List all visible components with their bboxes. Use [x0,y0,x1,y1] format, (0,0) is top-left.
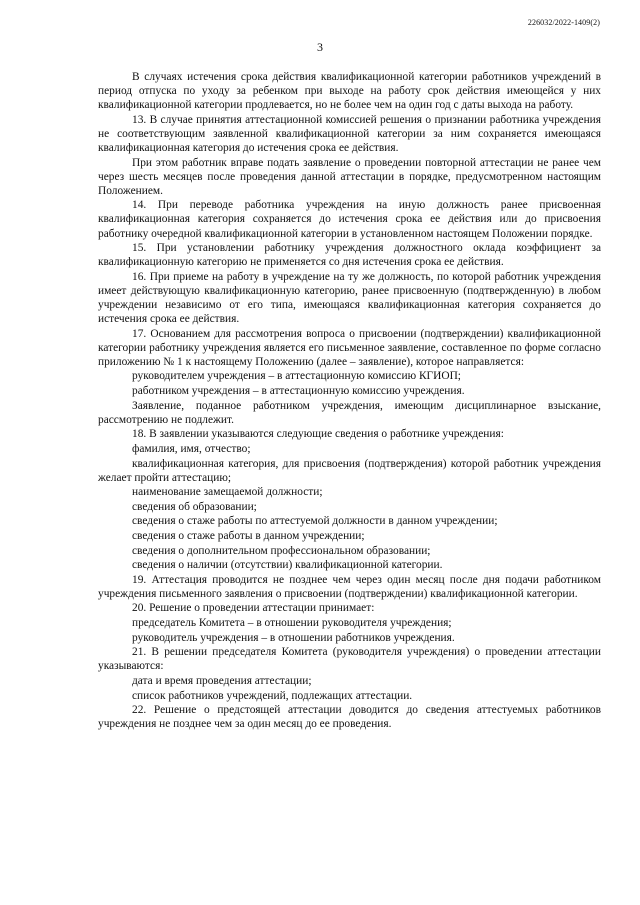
paragraph: руководитель учреждения – в отношении работников учреждения. [132,631,455,644]
paragraph: руководителем учреждения – в аттестационную комиссию КГИОП; [132,370,461,383]
paragraph: сведения о стаже работы по аттестуемой должности в данном учреждении; [132,515,498,528]
paragraph: квалификационная категория, для присвоения (подтверждения) которой работник учреждения желает пройти аттестацию; [98,457,601,484]
paragraph: сведения о стаже работы в данном учреждении; [132,530,365,542]
paragraph: 21. В решении председателя Комитета (руководителя учреждения) о проведении аттестации указываются: [98,646,601,673]
paragraph: 18. В заявлении указываются следующие сведения о работнике учреждения: [132,428,504,441]
paragraph: дата и время проведения аттестации; [132,674,312,687]
paragraph: 15. При установлении работнику учреждения должностного оклада коэффициент за квалификационную категорию не применяется со дня истечения срока ее действия. [98,242,601,269]
paragraph: сведения о дополнительном профессиональном образовании; [132,544,431,557]
paragraph: сведения об образовании; [132,500,257,513]
paragraph: Заявление, поданное работником учреждения, имеющим дисциплинарное взыскание, рассмотрению не подлежит. [98,399,601,426]
document-body [98,70,601,732]
paragraph: При этом работник вправе подать заявление о проведении повторной аттестации не ранее чем через шесть месяцев после проведения данной аттестации в порядке, предусмотренном настоящим Положением. [98,156,601,197]
paragraph: 20. Решение о проведении аттестации принимает: [132,602,375,615]
paragraph: 19. Аттестация проводится не позднее чем через один месяц после дня подачи работником учреждения письменного заявления о присвоении (подтверждении) квалификационной категории. [98,573,601,600]
paragraph: 16. При приеме на работу в учреждение на ту же должность, по которой работник учреждения имеет действующую квалификационную категорию, ранее присвоенную (подтвержденную) в любом учреждении независимо от его типа, имеющаяся квалификационная категория сохраняется до истечения срока ее действия. [98,270,601,326]
paragraph: сведения о наличии (отсутствии) квалификационной категории. [132,559,443,572]
paragraph: работником учреждения – в аттестационную комиссию учреждения. [132,385,465,398]
paragraph: 14. При переводе работника учреждения на иную должность ранее присвоенная квалификационная категория сохраняется до истечения срока ее действия или до присвоения работнику очередной квалификационной категории в установленном настоящем Положении порядке. [98,199,601,240]
paragraph: председатель Комитета – в отношении руководителя учреждения; [132,617,452,630]
paragraph: 17. Основанием для рассмотрения вопроса о присвоении (подтверждении) квалификационной категории работнику учреждения является его письменное заявление, составленное по форме согласно приложению № 1 к настоящему Положению (далее – заявление), которое направляется: [98,327,601,368]
paragraph: 22. Решение о предстоящей аттестации доводится до сведения аттестуемых работников учреждения не позднее чем за один месяц до ее проведения. [98,704,601,731]
paragraph: В случаях истечения срока действия квалификационной категории работников учреждений в период отпуска по уходу за ребенком при выходе на работу срок действия имеющейся у них квалификационной категории продлевается, но не более чем на один год с даты выхода на работу. [98,71,601,112]
paragraph: фамилия, имя, отчество; [132,442,251,455]
paragraph: наименование замещаемой должности; [132,486,323,499]
document-code: 226032/2022-1409(2) [527,18,600,27]
paragraph: 13. В случае принятия аттестационной комиссией решения о признании работника учреждения не соответствующим заявленной квалификационной категории за ним сохраняется имеющаяся квалификационная категория до истечения срока ее действия. [98,113,601,154]
paragraph: список работников учреждений, подлежащих аттестации. [132,689,413,702]
page-number: 3 [317,40,323,54]
